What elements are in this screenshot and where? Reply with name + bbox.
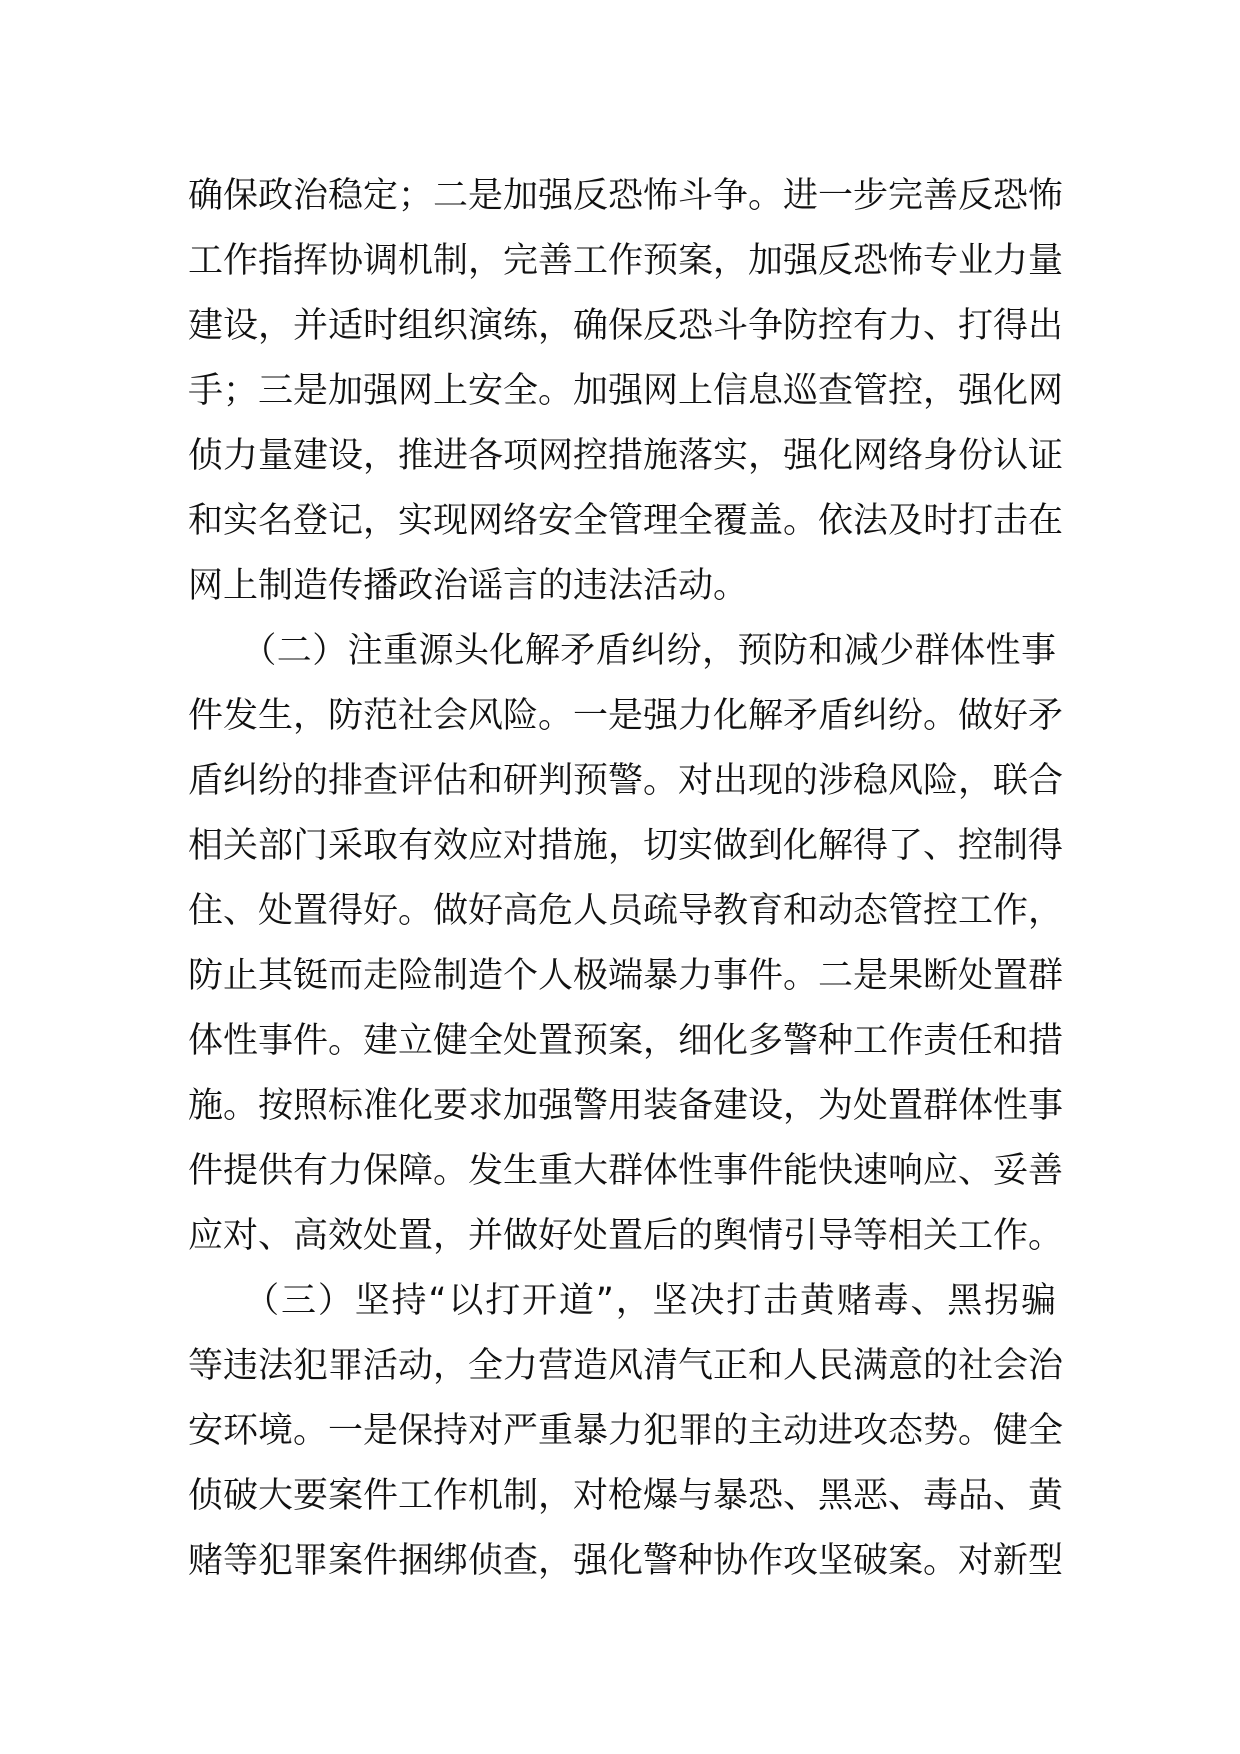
text-line: 等违法犯罪活动，全力营造风清气正和人民满意的社会治 <box>188 1346 1064 1386</box>
text-line: 赌等犯罪案件捆绑侦查，强化警种协作攻坚破案。对新型 <box>188 1541 1064 1581</box>
text-line: 和实名登记，实现网络安全管理全覆盖。依法及时打击在 <box>188 501 1064 541</box>
text-line: 网上制造传播政治谣言的违法活动。 <box>188 566 749 606</box>
text-line: 施。按照标准化要求加强警用装备建设，为处置群体性事 <box>188 1086 1064 1126</box>
text-line: 体性事件。建立健全处置预案，细化多警种工作责任和措 <box>188 1021 1064 1061</box>
text-line: 盾纠纷的排查评估和研判预警。对出现的涉稳风险，联合 <box>188 761 1064 801</box>
text-line: 建设，并适时组织演练，确保反恐斗争防控有力、打得出 <box>188 306 1064 346</box>
text-line: 确保政治稳定；二是加强反恐怖斗争。进一步完善反恐怖 <box>188 176 1064 216</box>
text-line: 件提供有力保障。发生重大群体性事件能快速响应、妥善 <box>188 1151 1064 1191</box>
text-line: 相关部门采取有效应对措施，切实做到化解得了、控制得 <box>188 826 1064 866</box>
text-line: （三）坚持“以打开道”，坚决打击黄赌毒、黑拐骗 <box>188 1281 1056 1321</box>
text-line: 侦破大要案件工作机制，对枪爆与暴恐、黑恶、毒品、黄 <box>188 1476 1064 1516</box>
text-line: 件发生，防范社会风险。一是强力化解矛盾纠纷。做好矛 <box>188 696 1064 736</box>
document-body <box>188 164 1064 1594</box>
text-line: 住、处置得好。做好高危人员疏导教育和动态管控工作， <box>188 891 1064 931</box>
text-line: 应对、高效处置，并做好处置后的舆情引导等相关工作。 <box>188 1216 1064 1256</box>
text-line: 安环境。一是保持对严重暴力犯罪的主动进攻态势。健全 <box>188 1411 1064 1451</box>
text-line: （二）注重源头化解矛盾纠纷，预防和减少群体性事 <box>188 631 1056 671</box>
text-line: 工作指挥协调机制，完善工作预案，加强反恐怖专业力量 <box>188 241 1064 281</box>
text-line: 防止其铤而走险制造个人极端暴力事件。二是果断处置群 <box>188 956 1064 996</box>
text-line: 手；三是加强网上安全。加强网上信息巡查管控，强化网 <box>188 371 1064 411</box>
text-line: 侦力量建设，推进各项网控措施落实，强化网络身份认证 <box>188 436 1064 476</box>
